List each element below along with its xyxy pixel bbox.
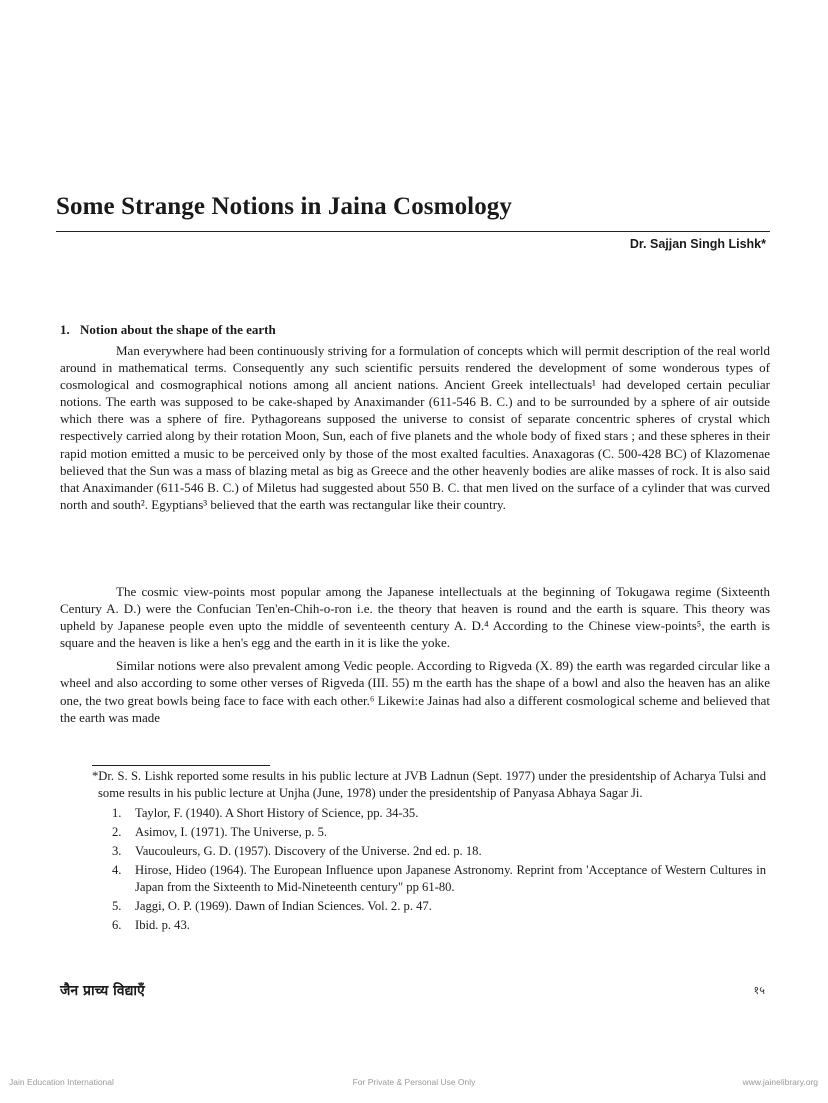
footnote-number: 5. [112, 898, 122, 913]
footnote-number: 6. [112, 917, 122, 932]
footnotes [92, 768, 766, 936]
journal-name: जैन प्राच्य विद्याएँ [60, 983, 145, 999]
author-byline: Dr. Sajjan Singh Lishk* [629, 237, 766, 251]
paragraph-2: The cosmic view-points most popular among the Japanese intellectuals at the beginning of Tokugawa regime (Sixteenth Century A. D.) were the Confucian Ten'en-Chih-o-ron i.e. the theory that heaven is round and the earth is square. This theory was upheld by Japanese people even upto the middle of seventeenth century A. D.⁴ According to the Chinese view-points⁵, the earth is square and the heaven is like a hen's egg and the earth in it is like the yoke. [60, 584, 770, 651]
section-1 [60, 322, 770, 523]
footnote-text: Vaucouleurs, G. D. (1957). Discovery of the Universe. 2nd ed. p. 18. [135, 843, 482, 858]
footnote-number: 4. [112, 862, 122, 877]
section-number: 1. [60, 322, 70, 337]
footnote-item [112, 898, 766, 915]
footnote-text: Taylor, F. (1940). A Short History of Science, pp. 34-35. [135, 805, 419, 820]
article-title: Some Strange Notions in Jaina Cosmology [56, 193, 513, 220]
title-divider [56, 231, 770, 232]
footnote-list [92, 805, 766, 935]
footnote-author-note: *Dr. S. S. Lishk reported some results in his public lecture at JVB Ladnun (Sept. 1977) under the presidentship of Acharya Tulsi and some results in his public lecture at Unjha (June, 1978) under the presidentship of Panyasa Abhaya Sagar Ji. [92, 769, 766, 801]
watermark-right[interactable]: www.jainelibrary.org [742, 1077, 818, 1087]
footnote-text: Jaggi, O. P. (1969). Dawn of Indian Sciences. Vol. 2. p. 47. [135, 898, 432, 913]
paragraph-1: Man everywhere had been continuously striving for a formulation of concepts which will permit description of the real world around in mathematical terms. Consequently any such scientific persuits rendered the development of some wonderous types of cosmological and cosmographical notions among all ancient nations. Ancient Greek intellectuals¹ had developed certain peculiar notions. The earth was supposed to be cake-shaped by Anaximander (611-546 B. C.) and to be surrounded by a sphere of air outside which there was a sphere of fire. Pythagoreans supposed the universe to consist of separate concentric spheres of crystal which respectively carried along by their rotation Moon, Sun, each of five planets and the whole body of fixed stars ; and these spheres in their rapid motion emitted a music to be perceived only by those of the most exalted faculties. Anaxagoras (C. 500-428 BC) of Klazomenae believed that the Sun was a mass of blazing metal as big as Greece and the other heavenly bodies are alike masses of rock. It is also said that Anaximander (611-546 B. C.) of Miletus had suggested about 550 B. C. that men lived on the surface of a cylinder that was curved north and south². Egyptians³ believed that the earth was rectangular like their country. [60, 343, 770, 512]
footnote-item [112, 862, 766, 897]
footnote-item [112, 843, 766, 860]
footnote-item [112, 805, 766, 822]
footnote-text: Asimov, I. (1971). The Universe, p. 5. [135, 824, 328, 839]
page-number: १५ [753, 984, 765, 997]
section-heading-text: Notion about the shape of the earth [80, 322, 276, 337]
footnote-divider [92, 765, 270, 766]
footnote-item [112, 917, 766, 934]
watermark-center: For Private & Personal Use Only [352, 1077, 476, 1087]
footnote-number: 3. [112, 843, 122, 858]
paragraph-3: Similar notions were also prevalent among Vedic people. According to Rigveda (X. 89) the earth was regarded circular like a wheel and also according to some other verses of Rigveda (III. 55) m the earth has the shape of a bowl and also the heaven has an alike one, the two great bowls being face to face with each other.⁶ Likewi:e Jainas had also a different cosmological scheme and believed that the earth was made [60, 658, 770, 725]
section-heading [60, 322, 770, 338]
footnote-number: 1. [112, 805, 122, 820]
footnote-item [112, 824, 766, 841]
watermark-left: Jain Education International [9, 1077, 114, 1087]
footnote-number: 2. [112, 824, 122, 839]
footnote-text: Hirose, Hideo (1964). The European Influence upon Japanese Astronomy. Reprint from 'Acceptance of Western Cultures in Japan from the Sixteenth to Mid-Nineteenth century" pp 61-80. [135, 862, 766, 894]
footnote-text: Ibid. p. 43. [135, 917, 190, 932]
body-continued [60, 583, 770, 732]
